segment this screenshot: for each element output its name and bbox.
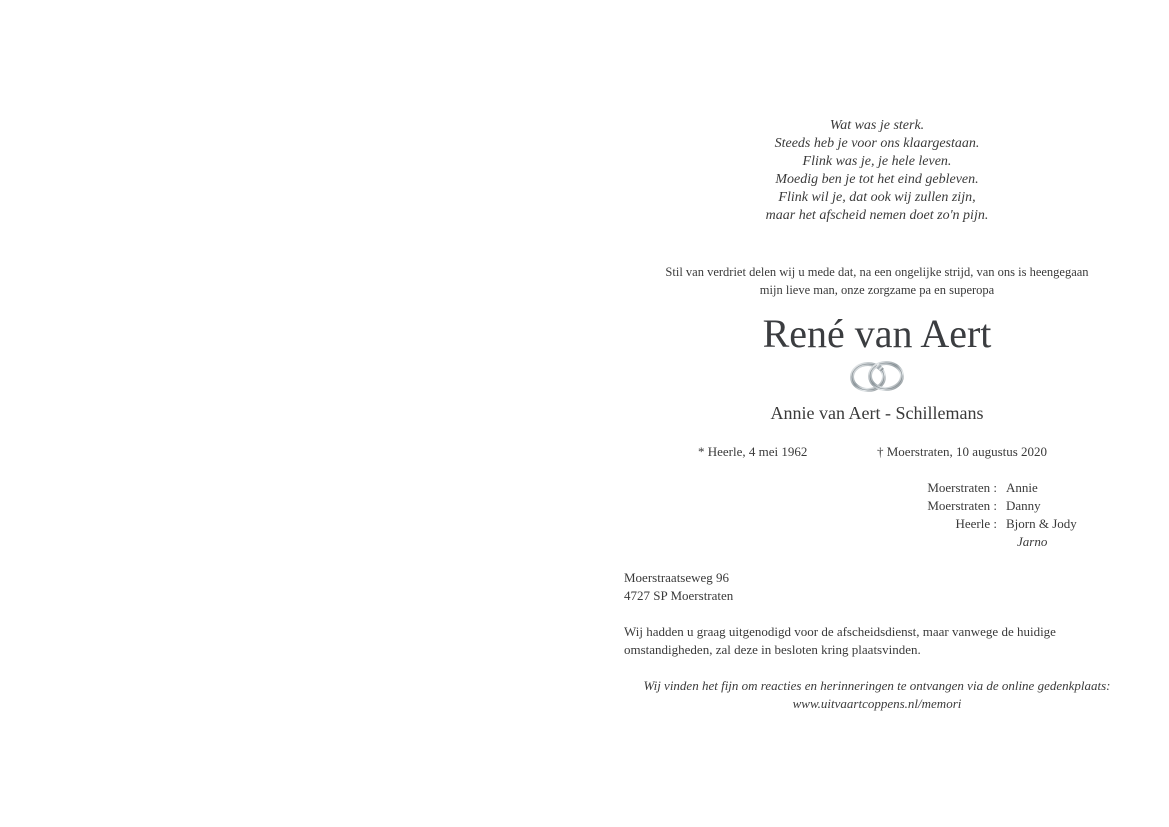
intro-line: mijn lieve man, onze zorgzame pa en superopa — [759, 283, 995, 297]
family-row — [585, 515, 1169, 533]
family-place: Moerstraten : — [927, 498, 997, 513]
family-names: Annie — [1006, 480, 1038, 495]
card-right-page — [585, 0, 1169, 827]
family-row — [585, 479, 1169, 497]
family-names: Bjorn & Jody — [1006, 516, 1077, 531]
poem-line: Flink was je, je hele leven. — [802, 154, 952, 169]
spouse-name: Annie van Aert - Schillemans — [770, 403, 984, 423]
family-list — [585, 479, 1169, 551]
memorial-url: www.uitvaartcoppens.nl/memori — [792, 696, 962, 711]
memorial-text: Wij vinden het fijn om reacties en herinneringen te ontvangen via de online gedenkplaats: — [643, 678, 1111, 693]
service-notice — [624, 623, 1134, 659]
deceased-name: René van Aert — [762, 311, 992, 356]
family-names: Danny — [1006, 498, 1041, 513]
memorial-info — [585, 677, 1169, 713]
birth-date: * Heerle, 4 mei 1962 — [698, 444, 808, 459]
notice-line: Wij hadden u graag uitgenodigd voor de afscheidsdienst, maar vanwege de huidige — [624, 624, 1056, 639]
poem-line: Steeds heb je voor ons klaargestaan. — [774, 136, 980, 151]
home-address — [624, 569, 733, 605]
announcement-intro — [585, 263, 1169, 299]
poem — [585, 117, 1169, 225]
death-date: † Moerstraten, 10 augustus 2020 — [877, 444, 1048, 459]
address-city: 4727 SP Moerstraten — [624, 588, 734, 603]
family-row — [585, 533, 1169, 551]
intro-line: Stil van verdriet delen wij u mede dat, na een ongelijke strijd, van ons is heengegaan — [665, 265, 1089, 279]
poem-line: Moedig ben je tot het eind gebleven. — [775, 172, 979, 187]
poem-line: Wat was je sterk. — [829, 118, 925, 133]
family-row — [585, 497, 1169, 515]
grandchild-name: Jarno — [1017, 534, 1048, 549]
family-place: Heerle : — [955, 516, 997, 531]
poem-line: Flink wil je, dat ook wij zullen zijn, — [778, 190, 976, 205]
notice-line: omstandigheden, zal deze in besloten kring plaatsvinden. — [624, 642, 921, 657]
family-place: Moerstraten : — [927, 480, 997, 495]
address-street: Moerstraatseweg 96 — [624, 570, 730, 585]
wedding-rings-icon — [847, 356, 907, 396]
poem-line: maar het afscheid nemen doet zo'n pijn. — [765, 208, 989, 223]
